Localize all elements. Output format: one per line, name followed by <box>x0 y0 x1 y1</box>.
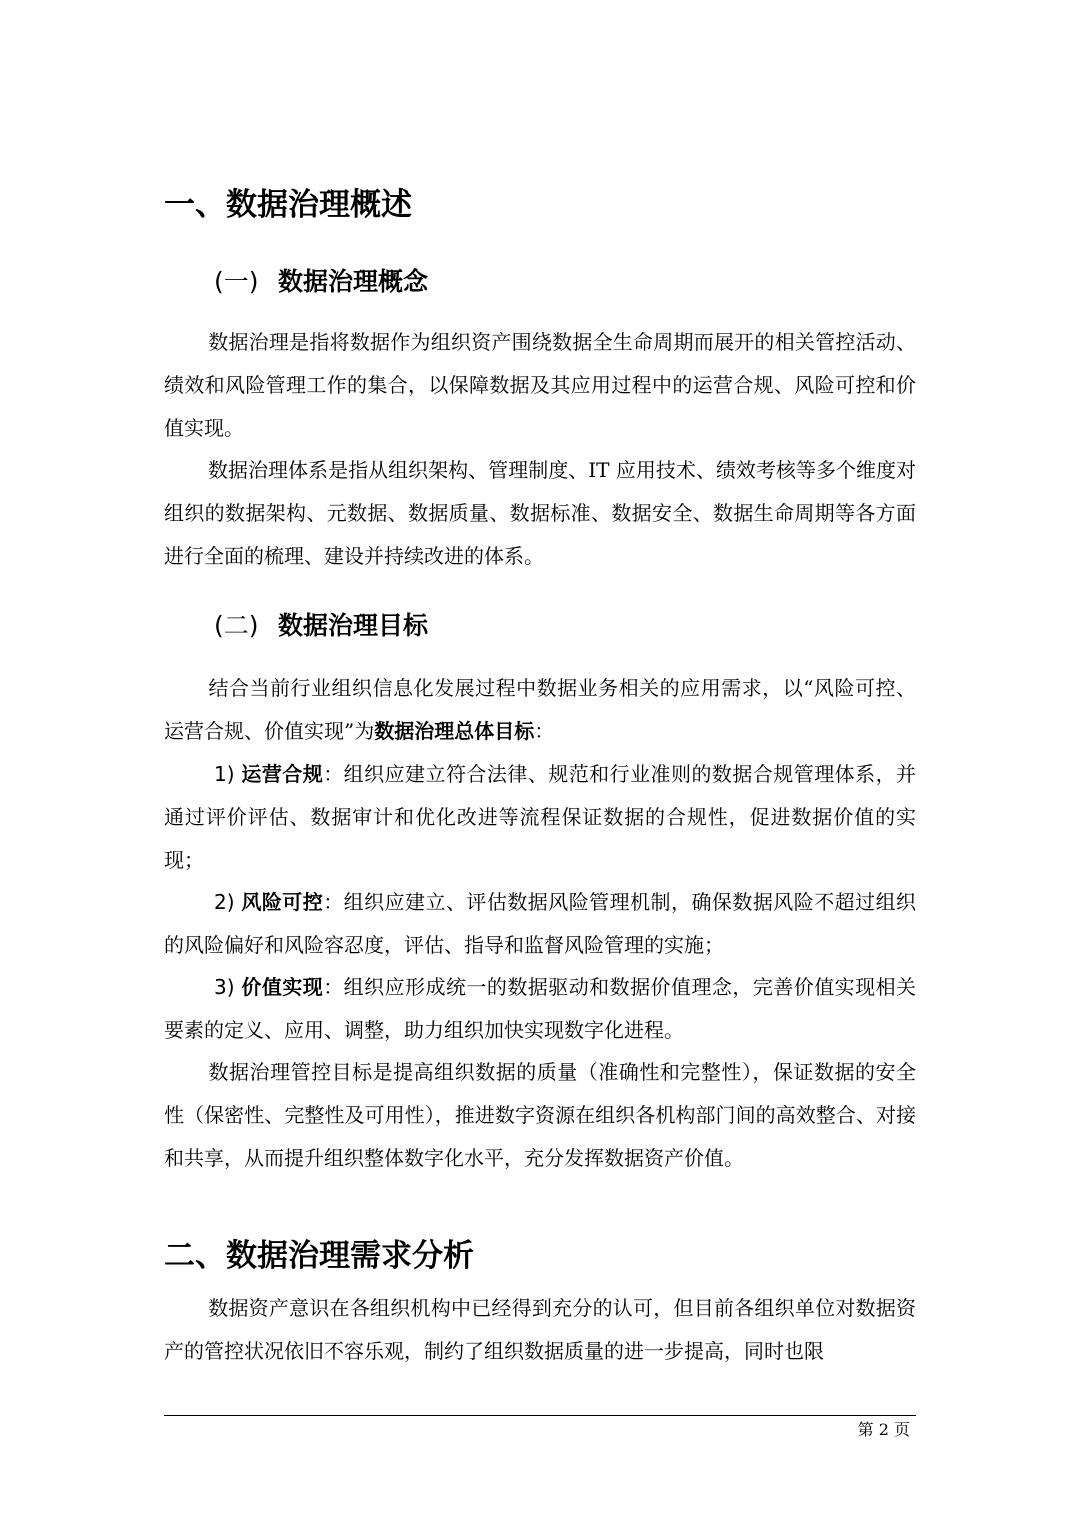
goal-item-3: 3) 价值实现：组织应形成统一的数据驱动和数据价值理念，完善价值实现相关要素的定义、应用、调整，助力组织加快实现数字化进程。 <box>164 975 917 1042</box>
subsection-1-title: 数据治理概念 <box>278 267 429 296</box>
paragraph-control-goals: 数据治理管控目标是提高组织数据的质量（准确性和完整性），保证数据的安全性（保密性、完整性及可用性），推进数字资源在组织各机构部门间的高效整合、对接和共享，从而提升组织整体数字化水平，充分发挥数据资产价值。 <box>164 1060 916 1170</box>
footer-divider <box>164 1415 916 1416</box>
paragraph-definition: 数据治理是指将数据作为组织资产围绕数据全生命周期而展开的相关管控活动、绩效和风险管理工作的集合，以保障数据及其应用过程中的运营合规、风险可控和价值实现。 <box>164 330 916 440</box>
goal-item-2-label: 风险可控 <box>241 890 324 914</box>
page-number: 第 2 页 <box>857 1420 910 1439</box>
subsection-1-heading <box>214 265 428 299</box>
paragraph-governance-system: 数据治理体系是指从组织架构、管理制度、IT 应用技术、绩效考核等多个维度对组织的数据架构、元数据、数据质量、数据标准、数据安全、数据生命周期等各方面进行全面的梳理、建设并持续改进的体系。 <box>164 458 916 568</box>
goal-item-1-label: 运营合规 <box>241 762 324 786</box>
subsection-2-number: (二) <box>214 611 259 640</box>
section-1-heading: 一、数据治理概述 <box>164 187 412 223</box>
subsection-2-title: 数据治理目标 <box>278 611 429 640</box>
paragraph-goals-intro: 结合当前行业组织信息化发展过程中数据业务相关的应用需求，以“风险可控、运营合规、价值实现”为数据治理总体目标： <box>164 676 916 743</box>
goal-item-2: 2) 风险可控：组织应建立、评估数据风险管理机制，确保数据风险不超过组织的风险偏好和风险容忍度，评估、指导和监督风险管理的实施； <box>164 890 917 957</box>
overall-goal-label: 数据治理总体目标 <box>374 719 535 743</box>
section-2-heading: 二、数据治理需求分析 <box>164 1238 474 1274</box>
subsection-1-number: (一) <box>214 267 259 296</box>
goal-item-1: 1) 运营合规：组织应建立符合法律、规范和行业准则的数据合规管理体系，并通过评价评估、数据审计和优化改进等流程保证数据的合规性，促进数据价值的实现； <box>164 762 917 872</box>
paragraph-requirements: 数据资产意识在各组织机构中已经得到充分的认可，但目前各组织单位对数据资产的管控状况依旧不容乐观，制约了组织数据质量的进一步提高，同时也限 <box>164 1296 916 1363</box>
goal-item-3-label: 价值实现 <box>241 975 324 999</box>
subsection-2-heading <box>214 609 428 643</box>
